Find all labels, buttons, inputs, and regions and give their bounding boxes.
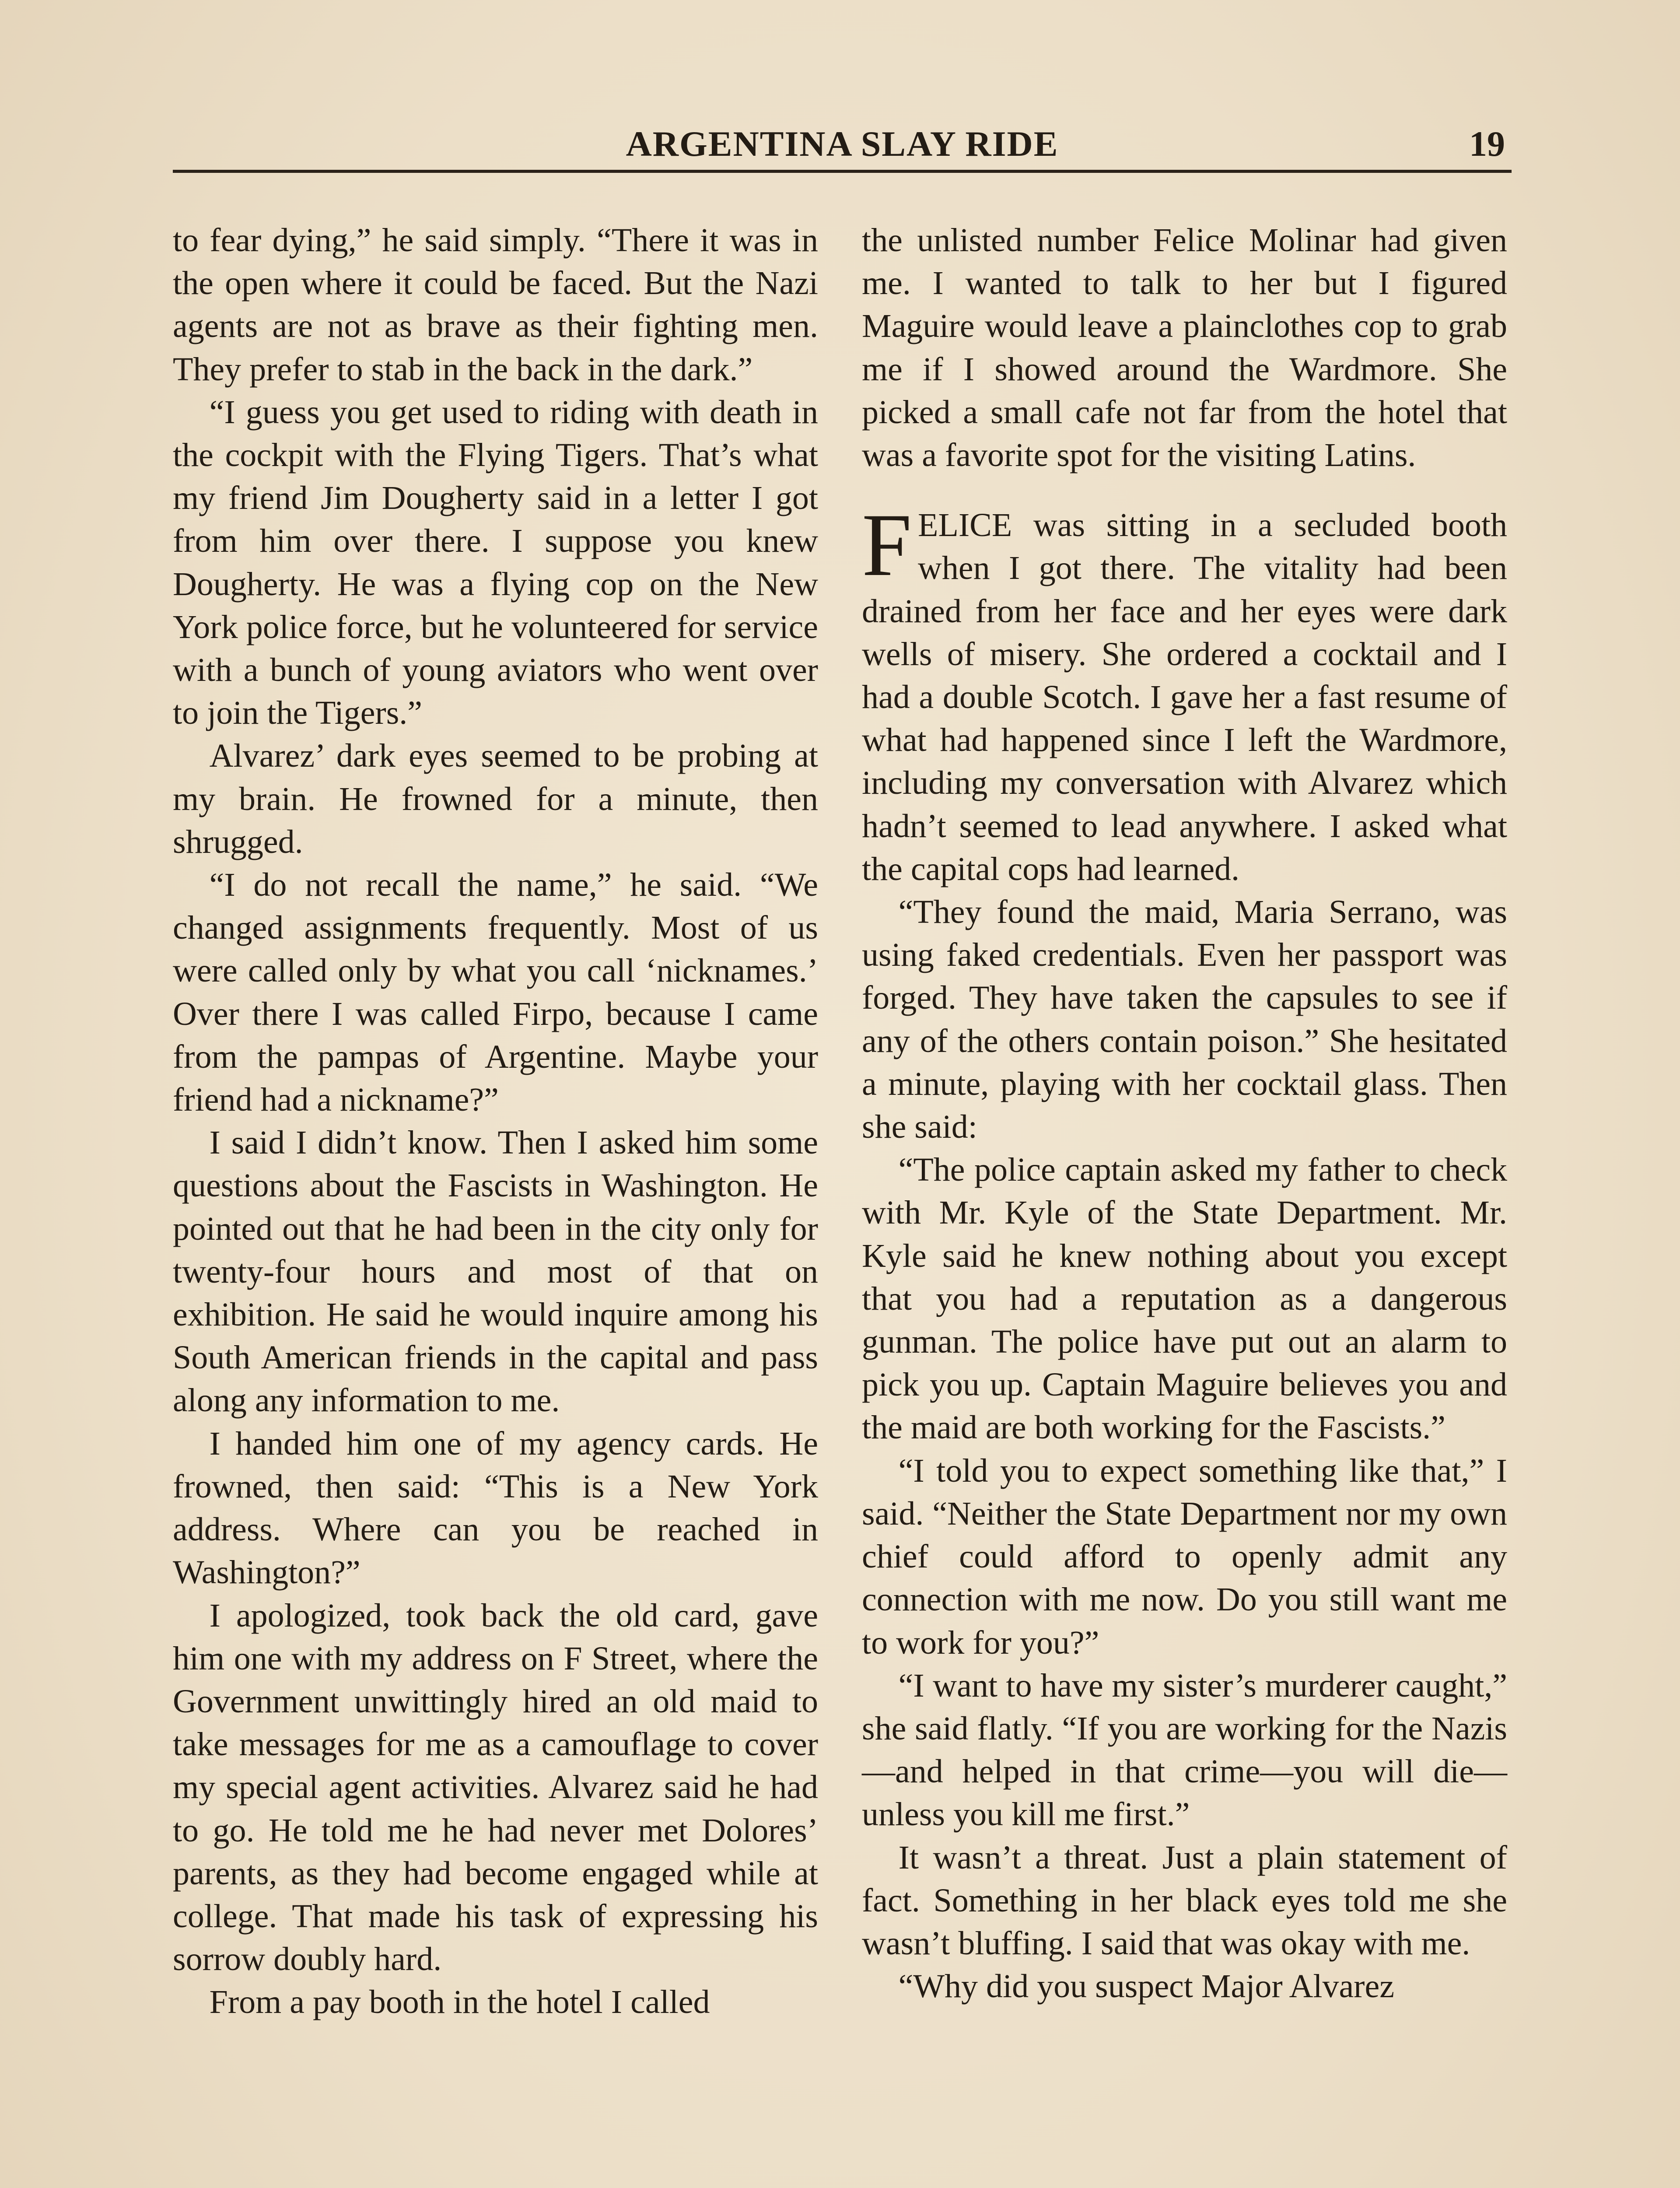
paragraph: “I do not recall the name,” he said. “We changed assignments frequently. Most of us were called only by what you call ‘nicknames.’ Over there I was called Firpo, because I came from the pampas of Argentine. Maybe your friend had a nickname?” <box>173 866 818 1119</box>
paragraph: the unlisted number Felice Molinar had given me. I wanted to talk to her but I figured Maguire would leave a plainclothes cop to grab me if I showed around the Wardmore. She picked a small cafe not far from the hotel that was a favorite spot for the visiting Latins. <box>862 222 1507 474</box>
small-caps-lead: ELICE <box>918 507 1012 544</box>
paragraph: “They found the maid, Maria Serrano, was using faked credentials. Even her passport was forged. They have taken the capsules to see if any of the others contain poison.” She hesitated a minute, playing with her cocktail glass. Then she said: <box>862 894 1507 1146</box>
paragraph: to fear dying,” he said simply. “There it was in the open where it could be faced. But the Nazi agents are not as brave as their fighting men. They prefer to stab in the back in the dark.” <box>173 222 818 388</box>
paragraph: “I guess you get used to riding with death in the cockpit with the Flying Tigers. That’s what my friend Jim Dougherty said in a letter I got from him over there. I suppose you knew Dougherty. He was a flying cop on the New York police force, but he volunteered for service with a bunch of young aviators who went over to join the Tigers.” <box>173 393 818 732</box>
paragraph: Alvarez’ dark eyes seemed to be probing at my brain. He frowned for a minute, then shrugged. <box>173 737 818 860</box>
running-header <box>173 118 1512 175</box>
story-title: ARGENTINA SLAY RIDE <box>626 124 1059 164</box>
paragraph: “I told you to expect something like that,” I said. “Neither the State Department nor my own chief could afford to openly admit any connection with me now. Do you still want me to work for you?” <box>862 1452 1507 1661</box>
drop-cap: F <box>862 495 912 595</box>
paragraph: From a pay booth in the hotel I called <box>209 1984 710 2021</box>
paragraph: It wasn’t a threat. Just a plain statement of fact. Something in her black eyes told me she wasn’t bluffing. I said that was okay with me. <box>862 1839 1507 1962</box>
page-number: 19 <box>1469 124 1505 164</box>
paragraph: I said I didn’t know. Then I asked him some questions about the Fascists in Washington. He pointed out that he had been in the city only for twenty-four hours and most of that on exhibition. He said he would inquire among his South American friends in the capital and pass along any information to me. <box>173 1124 818 1419</box>
paragraph: “Why did you suspect Major Alvarez <box>898 1968 1394 2005</box>
paragraph: I handed him one of my agency cards. He frowned, then said: “This is a New York address. Where can you be reached in Washington?” <box>173 1425 818 1591</box>
header-rule <box>173 170 1512 173</box>
paragraph: “The police captain asked my father to check with Mr. Kyle of the State Department. Mr. Kyle said he knew nothing about you except that you had a reputation as a dangerous gunman. The police have put out an alarm to pick you up. Captain Maguire believes you and the maid are both working for the Fascists.” <box>862 1151 1507 1446</box>
paragraph: I apologized, took back the old card, gave him one with my address on F Street, where the Government unwittingly hired an old maid to take messages for me as a camouflage to cover my special agent activities. Alvarez said he had to go. He told me he had never met Dolores’ parents, as they had become engaged while at college. That made his task of expressing his sorrow doubly hard. <box>173 1597 818 1978</box>
paragraph: “I want to have my sister’s murderer caught,” she said flatly. “If you are working for the Nazis—and helped in that crime—you will die—unless you kill me first.” <box>862 1667 1507 1833</box>
left-column <box>173 219 818 2024</box>
section-opening-paragraph <box>862 495 1507 891</box>
paragraph-text: was sitting in a secluded booth when I got there. The vitality had been drained from her face and her eyes were dark wells of misery. She ordered a cocktail and I had a double Scotch. I gave her a fast resume of what had happened since I left the Wardmore, including my conversation with Alvarez which hadn’t seemed to lead anywhere. I asked what the capital cops had learned. <box>862 507 1507 887</box>
right-column <box>862 219 1507 2008</box>
